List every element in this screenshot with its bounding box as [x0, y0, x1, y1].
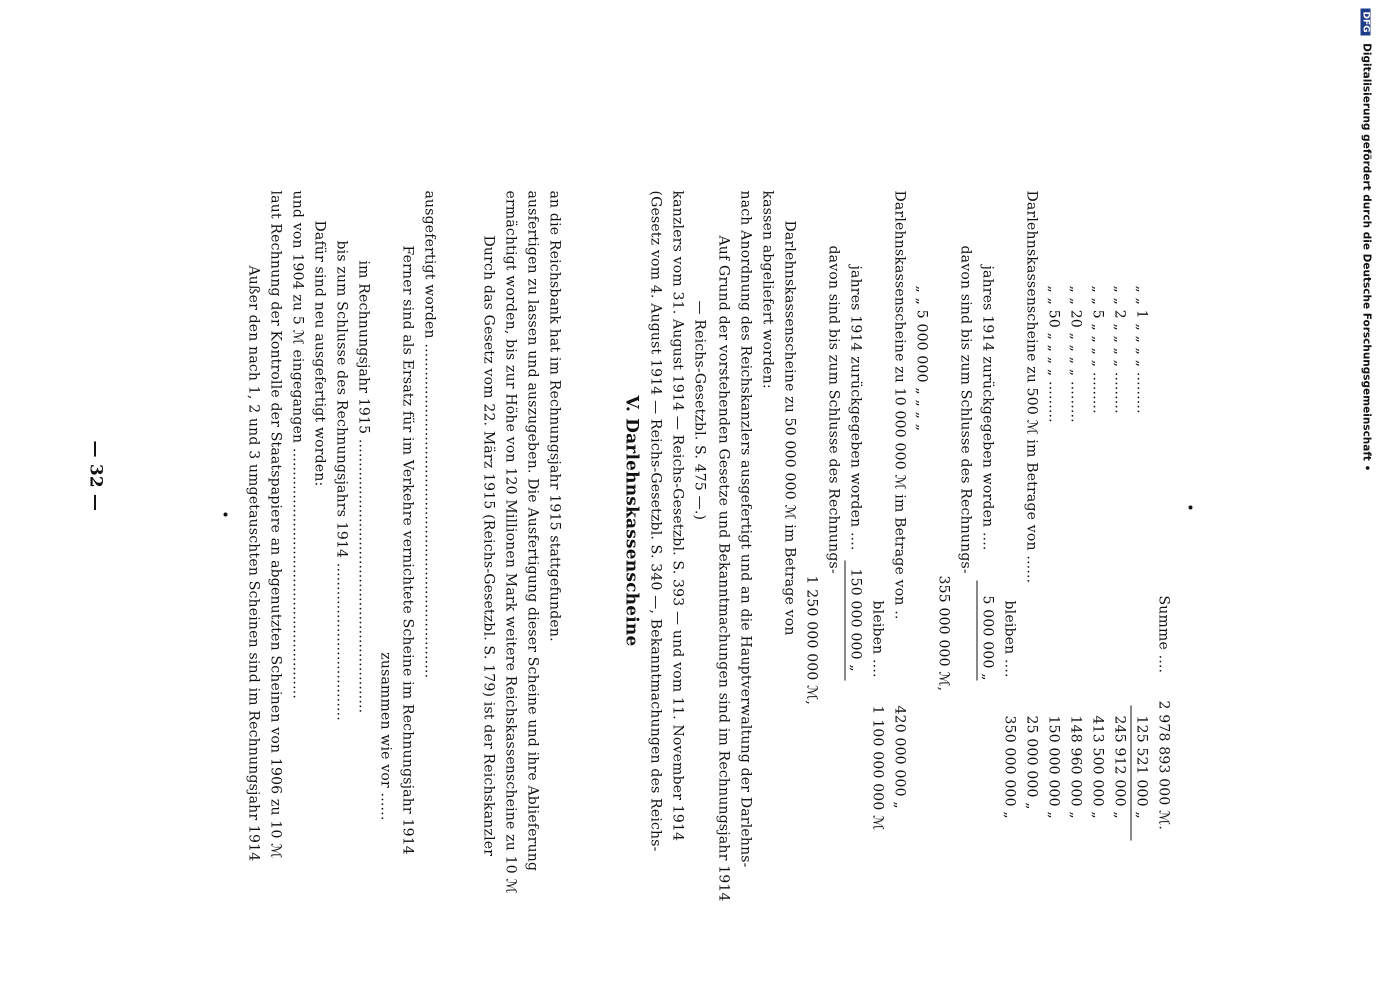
para1-line2: laut Rechnung der Kontrolle der Staatspapiere an abgenutzten Scheinen von 1906 zu 10 ℳ: [267, 190, 284, 859]
block-a-remain-amount: 1 100 000 000 ℳ: [869, 705, 886, 831]
block-c-row-2-label: „ „ 50 „ „ „ „ .........: [1045, 285, 1062, 423]
block-c-row-5-label: „ „ 2 „ „ „ „ .........: [1111, 285, 1128, 414]
credit-text: Digitalisierung gefördert durch die Deutsche Forschungsgemeinschaft •: [1360, 43, 1373, 472]
block-c-row-2-amount: 150 000 000 „: [1045, 715, 1062, 819]
scan-speck: [1189, 506, 1193, 510]
para1-line1: Außer den nach 1, 2 und 3 umgetauschten Scheinen sind im Rechnungsjahr 1914: [245, 265, 262, 862]
block-a-total: 1 250 000 000 ℳ,: [803, 575, 820, 705]
para1-line4: Dafür sind neu ausgefertigt worden:: [311, 220, 328, 487]
sum-label: Summe ....: [1155, 595, 1172, 674]
law-line3: — Reichs-Gesetzbl. S. 475 —.): [691, 300, 708, 521]
para1-line7: zusammen wie vor ......: [377, 652, 394, 821]
para2-line4: an die Reichsbank hat im Rechnungsjahr 1915 stattgefunden.: [546, 190, 563, 642]
block-b-line2-amount: 355 000 000 ℳ,: [935, 575, 952, 692]
block-c-row-3-amount: 148 960 000 „: [1067, 715, 1084, 819]
section-heading: V. Darlehnskassenscheine: [621, 395, 642, 647]
para2-line2: ermächtigt worden, bis zur Höhe von 120 Millionen Mark weitere Reichskassenscheine zu 10 ℳ: [502, 190, 519, 894]
block-c-row-5-amount: 245 912 000 „: [1111, 715, 1128, 819]
block-c-row-6-amount: 125 521 000 „: [1133, 715, 1150, 819]
block-b-returned2: jahres 1914 zurückgegeben worden ....: [979, 265, 996, 551]
para1-line3: und von 1904 zu 5 ℳ eingegangen ......................................................: [289, 190, 306, 700]
digitization-credit-footer: [1357, 9, 1373, 999]
block-c-row-1-label: Darlehnskassenscheine zu 500 ℳ im Betrage von ......: [1023, 190, 1040, 584]
block-a-returned2: jahres 1914 zurückgegeben worden ....: [847, 265, 864, 551]
law-line2: kanzlers vom 31. August 1914 — Reichs-Gesetzbl. S. 393 — und vom 11. November 1914: [669, 190, 686, 842]
law-line1: (Gesetz vom 4. August 1914 — Reichs-Gesetzbl. S. 340 —, Bekanntmachungen des Reichs-: [647, 190, 664, 852]
sum-amount: 2 978 893 000 ℳ.: [1155, 700, 1172, 830]
para2-line1: Durch das Gesetz vom 22. März 1915 (Reichs-Gesetzbl. S. 179) ist der Reichskanzler: [480, 235, 497, 857]
intro-line1: Auf Grund der vorstehenden Gesetze und Bekanntmachungen sind im Rechnungsjahr 1914: [715, 235, 732, 902]
block-a-returned-amount: 150 000 000 „: [847, 568, 864, 672]
block-c-row-3-label: „ „ 20 „ „ „ „ .........: [1067, 285, 1084, 423]
para1-line8: Ferner sind als Ersatz für im Verkehre vernichtete Scheine im Rechnungsjahr 1914: [399, 245, 416, 855]
document-page: [0, 1, 1383, 1001]
para1-line9: ausgefertigt worden ........................................................................: [421, 190, 438, 679]
scan-speck: [224, 513, 228, 517]
block-c-row-6-label: „ „ 1 „ „ „ „ .........: [1133, 285, 1150, 414]
block-b-line1: Darlehnskassenscheine zu 10 000 000 ℳ im Betrage von ..: [891, 190, 908, 620]
dfg-logo-icon: DFG: [1361, 9, 1371, 36]
page-number: — 32 —: [85, 440, 106, 512]
block-a-returned1: davon sind bis zum Schlusse des Rechnungs-: [825, 245, 842, 574]
block-c-row-1-amount: 25 000 000 „: [1023, 715, 1040, 810]
block-b-line1-amount: 420 000 000 „: [891, 705, 908, 809]
block-c-row-4-amount: 413 500 000 „: [1089, 715, 1106, 819]
intro-line2: nach Anordnung des Reichskanzlers ausgefertigt und an die Hauptverwaltung der Darlehns-: [737, 190, 754, 868]
intro-line3: kassen abgeliefert worden:: [759, 190, 776, 389]
para2-line3: ausfertigen zu lassen und auszugeben. Die Ausfertigung dieser Scheine und ihre Ablieferung: [524, 190, 541, 872]
block-b-remain-label: bleiben ....: [1001, 600, 1018, 678]
block-b-rule: [977, 581, 978, 681]
para1-line5: bis zum Schlusse des Rechnungsjahrs 1914 ..................................: [333, 240, 350, 721]
block-c-rule: [1131, 706, 1132, 841]
block-c-row-4-label: „ „ 5 „ „ „ „ .........: [1089, 285, 1106, 414]
block-b-returned1: davon sind bis zum Schlusse des Rechnungs-: [957, 245, 974, 574]
block-a-remain-label: bleiben ....: [869, 600, 886, 678]
block-b-returned-amount: 5 000 000 „: [979, 595, 996, 681]
block-b-remain-amount: 350 000 000 „: [1001, 715, 1018, 819]
block-b-line2: „ „ 5 000 000 „ „ „ „: [913, 285, 930, 432]
block-a-line: Darlehnskassenscheine zu 50 000 000 ℳ im Betrage von: [781, 220, 798, 636]
para1-line6: im Rechnungsjahr 1915 ...........................................................: [355, 260, 372, 714]
block-a-rule: [845, 561, 846, 681]
